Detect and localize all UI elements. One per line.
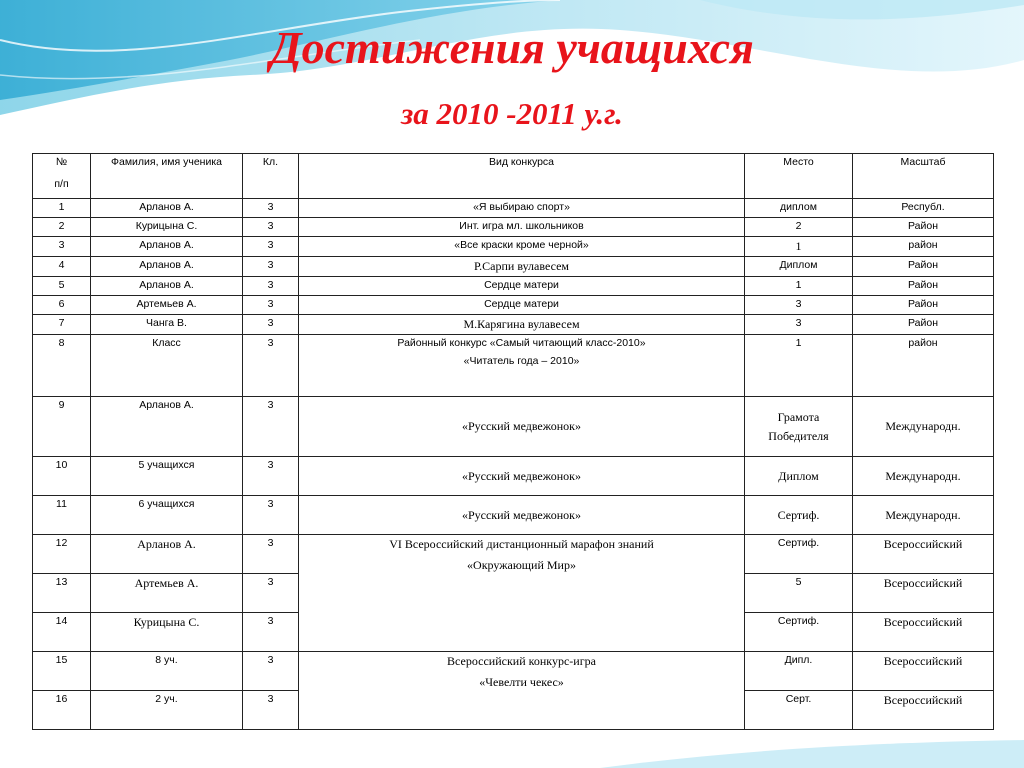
table-row: [33, 199, 994, 218]
cell-scale: район: [853, 237, 994, 257]
cell-place: Сертиф.: [745, 535, 853, 574]
cell-grade: 3: [243, 652, 299, 691]
cell-contest: VI Всероссийский дистанционный марафон знаний «Окружающий Мир»: [299, 535, 745, 652]
table-row: [33, 277, 994, 296]
cell-scale: Район: [853, 296, 994, 315]
cell-grade: 3: [243, 296, 299, 315]
cell-scale: Район: [853, 218, 994, 237]
cell-number: 14: [33, 613, 91, 652]
cell-number: 2: [33, 218, 91, 237]
cell-contest: Сердце матери: [299, 277, 745, 296]
cell-contest: Всероссийский конкурс-игра «Чевелти чекес»: [299, 652, 745, 730]
cell-name: Арланов А.: [91, 397, 243, 457]
cell-number: 1: [33, 199, 91, 218]
cell-scale: Международн.: [853, 496, 994, 535]
header-number: № п/п: [33, 154, 91, 199]
cell-place: 3: [745, 296, 853, 315]
table-row: [33, 296, 994, 315]
cell-name: Курицына С.: [91, 613, 243, 652]
cell-place: диплом: [745, 199, 853, 218]
cell-scale: Международн.: [853, 457, 994, 496]
cell-number: 4: [33, 257, 91, 277]
cell-place: 1: [745, 237, 853, 257]
cell-name: Класс: [91, 335, 243, 397]
cell-place: 3: [745, 315, 853, 335]
cell-number: 3: [33, 237, 91, 257]
cell-number: 5: [33, 277, 91, 296]
cell-place: Диплом: [745, 257, 853, 277]
cell-scale: район: [853, 335, 994, 397]
cell-name: Арланов А.: [91, 277, 243, 296]
cell-name: Арланов А.: [91, 257, 243, 277]
cell-number: 10: [33, 457, 91, 496]
cell-contest: Инт. игра мл. школьников: [299, 218, 745, 237]
table-row: [33, 397, 994, 457]
cell-grade: 3: [243, 535, 299, 574]
cell-number: 8: [33, 335, 91, 397]
cell-grade: 3: [243, 237, 299, 257]
cell-scale: Район: [853, 315, 994, 335]
cell-place: Сертиф.: [745, 496, 853, 535]
cell-grade: 3: [243, 496, 299, 535]
table-row: [33, 335, 994, 397]
cell-number: 7: [33, 315, 91, 335]
table-row: [33, 218, 994, 237]
cell-place: 5: [745, 574, 853, 613]
cell-grade: 3: [243, 457, 299, 496]
cell-grade: 3: [243, 218, 299, 237]
cell-name: Арланов А.: [91, 237, 243, 257]
cell-scale: Всероссийский: [853, 574, 994, 613]
cell-place: Сертиф.: [745, 613, 853, 652]
cell-place: 2: [745, 218, 853, 237]
cell-name: 2 уч.: [91, 691, 243, 730]
cell-scale: Международн.: [853, 397, 994, 457]
cell-name: Чанга В.: [91, 315, 243, 335]
cell-number: 9: [33, 397, 91, 457]
header-row: [33, 154, 994, 199]
cell-contest: М.Карягина вулавесем: [299, 315, 745, 335]
cell-name: 8 уч.: [91, 652, 243, 691]
header-grade: Кл.: [243, 154, 299, 199]
cell-contest: «Русский медвежонок»: [299, 457, 745, 496]
cell-number: 11: [33, 496, 91, 535]
cell-place: Серт.: [745, 691, 853, 730]
page-title: Достижения учащихся: [270, 22, 754, 73]
cell-grade: 3: [243, 574, 299, 613]
cell-name: Арланов А.: [91, 199, 243, 218]
cell-name: 5 учащихся: [91, 457, 243, 496]
cell-grade: 3: [243, 277, 299, 296]
cell-number: 15: [33, 652, 91, 691]
cell-grade: 3: [243, 397, 299, 457]
cell-scale: Всероссийский: [853, 613, 994, 652]
cell-scale: Район: [853, 257, 994, 277]
cell-number: 6: [33, 296, 91, 315]
table-row: [33, 237, 994, 257]
cell-grade: 3: [243, 335, 299, 397]
table-row: [33, 457, 994, 496]
cell-place: Дипл.: [745, 652, 853, 691]
header-place: Место: [745, 154, 853, 199]
header-contest: Вид конкурса: [299, 154, 745, 199]
cell-grade: 3: [243, 199, 299, 218]
cell-name: 6 учащихся: [91, 496, 243, 535]
header-scale: Масштаб: [853, 154, 994, 199]
cell-place: 1: [745, 335, 853, 397]
cell-contest: «Я выбираю спорт»: [299, 199, 745, 218]
cell-contest: Р.Сарпи вулавесем: [299, 257, 745, 277]
cell-number: 12: [33, 535, 91, 574]
cell-number: 16: [33, 691, 91, 730]
table-row: [33, 315, 994, 335]
cell-scale: Республ.: [853, 199, 994, 218]
table-row: [33, 535, 994, 574]
cell-name: Курицына С.: [91, 218, 243, 237]
cell-contest: «Все краски кроме черной»: [299, 237, 745, 257]
cell-contest: «Русский медвежонок»: [299, 397, 745, 457]
cell-grade: 3: [243, 613, 299, 652]
header-name: Фамилия, имя ученика: [91, 154, 243, 199]
table-row: [33, 496, 994, 535]
achievements-table: [32, 153, 994, 730]
cell-place: 1: [745, 277, 853, 296]
cell-place: Грамота Победителя: [745, 397, 853, 457]
cell-grade: 3: [243, 691, 299, 730]
cell-scale: Район: [853, 277, 994, 296]
cell-scale: Всероссийский: [853, 652, 994, 691]
cell-contest: «Русский медвежонок»: [299, 496, 745, 535]
cell-name: Арланов А.: [91, 535, 243, 574]
page-subtitle: за 2010 -2011 у.г.: [401, 96, 623, 131]
cell-contest: Районный конкурс «Самый читающий класс-2010» «Читатель года – 2010»: [299, 335, 745, 397]
table-row: [33, 652, 994, 691]
cell-place: Диплом: [745, 457, 853, 496]
cell-scale: Всероссийский: [853, 535, 994, 574]
cell-name: Артемьев А.: [91, 296, 243, 315]
cell-number: 13: [33, 574, 91, 613]
cell-grade: 3: [243, 257, 299, 277]
cell-contest: Сердце матери: [299, 296, 745, 315]
cell-scale: Всероссийский: [853, 691, 994, 730]
cell-name: Артемьев А.: [91, 574, 243, 613]
table-row: [33, 257, 994, 277]
cell-grade: 3: [243, 315, 299, 335]
